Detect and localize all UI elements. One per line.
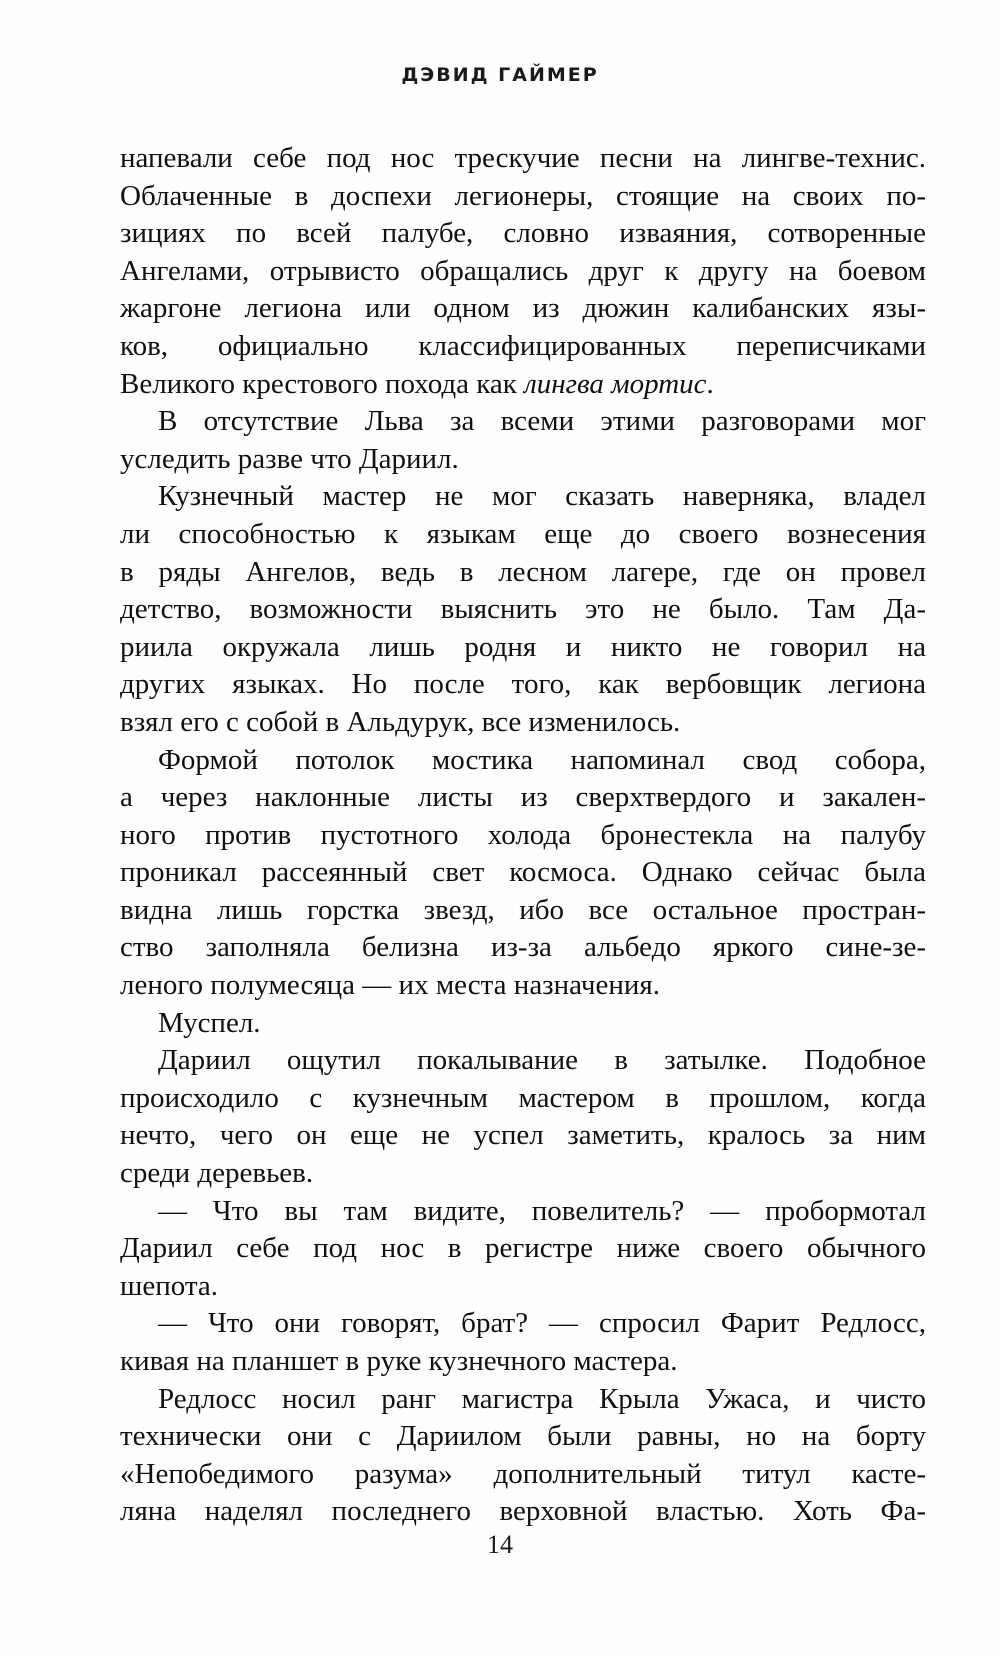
text-line: Дариил себе под нос в регистре ниже своего обычного: [120, 1232, 926, 1265]
text-line: нечто, чего он еще не успел заметить, кралось за ним: [120, 1119, 926, 1152]
text-line: в ряды Ангелов, ведь в лесном лагере, где он провел: [120, 555, 926, 588]
text-segment: .: [706, 367, 714, 400]
paragraph-first-line: — Что они говорят, брат? — спросил Фарит Редлосс,: [158, 1307, 926, 1340]
text-line: ли способностью к языкам еще до своего вознесения: [120, 517, 926, 550]
text-line: Облаченные в доспехи легионеры, стоящие на своих по-: [120, 179, 926, 212]
text-line: [120, 366, 926, 404]
paragraph-first-line: Дариил ощутил покалывание в затылке. Подобное: [158, 1044, 926, 1077]
text-line: жаргоне легиона или одном из дюжин калибанских язы-: [120, 292, 926, 325]
text-segment: Великого крестового похода как: [120, 367, 525, 400]
text-line: шепота.: [120, 1269, 218, 1302]
text-line: ство заполняла белизна из-за альбедо яркого сине-зе-: [120, 931, 926, 964]
paragraph-first-line: В отсутствие Льва за всеми этими разговорами мог: [158, 405, 926, 438]
paragraph-first-line: — Что вы там видите, повелитель? — пробормотал: [158, 1194, 926, 1227]
text-line: среди деревьев.: [120, 1157, 314, 1190]
text-line: Ангелами, отрывисто обращались друг к другу на боевом: [120, 254, 926, 287]
body-text: [120, 140, 926, 1531]
text-line: напевали себе под нос трескучие песни на лингве-технис.: [120, 142, 926, 174]
italic-term: лингва мортис: [524, 367, 707, 400]
text-line: взял его с собой в Альдурук, все изменилось.: [120, 705, 681, 738]
text-line: а через наклонные листы из сверхтвердого и закален-: [120, 781, 926, 814]
paragraph-first-line: Муспел.: [158, 1006, 261, 1039]
paragraph-first-line: Формой потолок мостика напоминал свод собора,: [158, 743, 926, 776]
text-line: видна лишь горстка звезд, ибо все остальное простран-: [120, 893, 926, 926]
text-line: проникал рассеянный свет космоса. Однако сейчас была: [120, 856, 926, 889]
text-line: технически они с Дариилом были равны, но на борту: [120, 1420, 926, 1453]
text-line: ного против пустотного холода бронестекла на палубу: [120, 818, 926, 851]
text-line: «Непобедимого разума» дополнительный титул касте-: [120, 1457, 926, 1490]
text-line: уследить разве что Дариил.: [120, 442, 459, 475]
text-line: леного полумесяца — их места назначения.: [120, 969, 660, 1002]
text-line: кивая на планшет в руке кузнечного мастера.: [120, 1345, 678, 1377]
text-line: риила окружала лишь родня и никто не говорил на: [120, 630, 926, 663]
paragraph-first-line: Редлосс носил ранг магистра Крыла Ужаса, и чисто: [158, 1382, 926, 1415]
page-number: 14: [487, 1530, 513, 1559]
text-line: зициях по всей палубе, словно изваяния, сотворенные: [120, 217, 926, 250]
text-line: происходило с кузнечным мастером в прошлом, когда: [120, 1081, 926, 1114]
text-line: ляна наделял последнего верховной властью. Хоть Фа-: [120, 1495, 926, 1528]
text-line: ков, официально классифицированных переписчиками: [120, 329, 926, 362]
text-line: других языках. Но после того, как вербовщик легиона: [120, 668, 926, 701]
paragraph-first-line: Кузнечный мастер не мог сказать наверняка, владел: [158, 480, 926, 513]
text-line: детство, возможности выяснить это не было. Там Да-: [120, 593, 926, 626]
running-header: ДЭВИД ГАЙМЕР: [401, 64, 599, 86]
